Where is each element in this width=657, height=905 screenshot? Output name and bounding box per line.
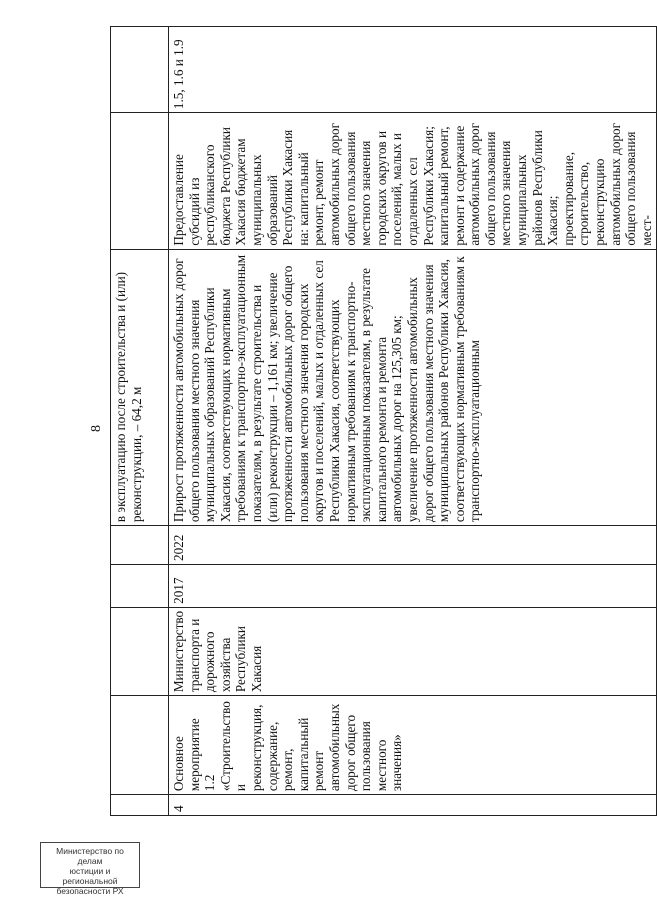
cell-year-end-empty — [111, 526, 169, 565]
cell-year-end: 2022 — [169, 526, 657, 565]
cell-executor-empty — [111, 607, 169, 695]
cell-year-start: 2017 — [169, 565, 657, 608]
stamp-line-3: безопасности РХ — [56, 886, 124, 896]
cell-directions: Предоставление субсидий из республиканского бюджета Республики Хакасия бюджетам муниципальных образований Республики Хакасия на: капитальный ремонт, ремонт автомобильных дорог общего пользования местного значения городских округов и поселений, малых и отдаленных сел Республики Хакасия; капитальный ремонт, ремонт и содержание автомобильных дорог общего пользования местного значения муниципальных районов Республики Хакасия; проектирование, строительство, реконструкцию автомобильных дорог общего пользования мест- — [169, 113, 657, 250]
cell-link-empty — [111, 27, 169, 113]
cell-year-start-empty — [111, 565, 169, 608]
cell-result-prev: в эксплуатацию после строительства и (или) реконструкции, – 64,2 м — [111, 249, 169, 525]
cell-executor: Министерство транспорта и дорожного хозяйства Республики Хакасия — [169, 607, 657, 695]
cell-number: 4 — [169, 795, 657, 816]
stamp-line-1: Министерство по делам — [56, 846, 124, 866]
stamp-line-2: юстиции и региональной — [62, 866, 118, 886]
cell-name-empty — [111, 696, 169, 795]
page-number: 8 — [89, 425, 104, 432]
cell-link: 1.5, 1.6 и 1.9 — [169, 27, 657, 113]
cell-result: Прирост протяженности автомобильных дорог общего пользования местного значения муниципальных образований Республики Хакасия, соответствующих нормативным требованиям к транспортно-эксплуатационным показателям, в результате строительства и (или) реконструкции – 1,161 км; увеличение протяженности автомобильных дорог общего пользования местного значения городских округов и поселений, малых и отдаленных сел Республики Хакасия, соответствующих нормативным требованиям к транспортно-эксплуатационным показателям, в результате капитального ремонта и ремонта автомобильных дорог на 125,305 км; увеличение протяженности автомобильных дорог общего пользования местного значения муниципальных районов Республики Хакасия, соответствующих нормативным требованиям к транспортно-эксплуатационным — [169, 249, 657, 525]
registration-stamp — [40, 842, 140, 896]
cell-name: Основное мероприятие 1.2 «Строительство и реконструкция, содержание, ремонт, капитальный ремонт автомобильных дорог общего пользования местного значения» — [169, 696, 657, 795]
cell-directions-empty — [111, 113, 169, 250]
program-table — [110, 26, 657, 816]
table-row — [169, 27, 657, 816]
table-row-continuation — [111, 27, 169, 816]
cell-number-empty — [111, 795, 169, 816]
